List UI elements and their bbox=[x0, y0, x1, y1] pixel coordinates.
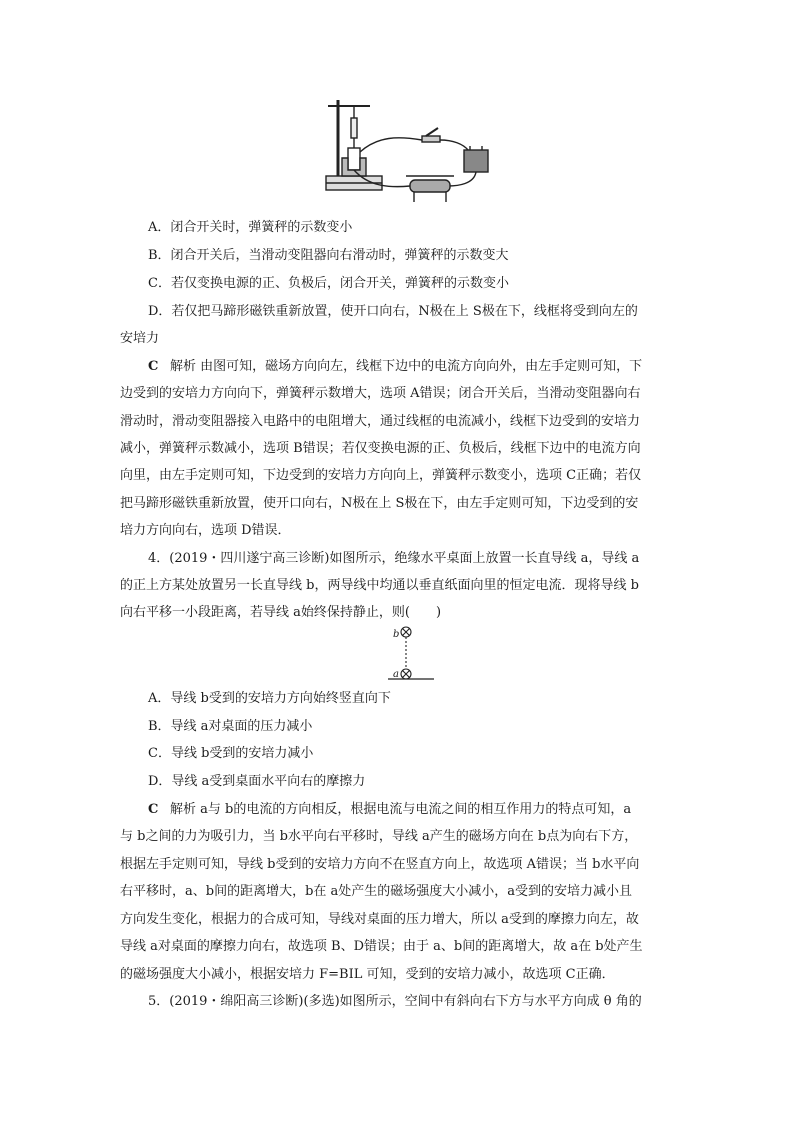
q3-option-d: D．若仅把马蹄形磁铁重新放置，使开口向右，N极在上 S极在下，线框将受到向左的 bbox=[148, 304, 638, 319]
q4-stem-3: 向右平移一小段距离，若导线 a始终保持静止，则( ) bbox=[120, 605, 442, 620]
q4-stem-2: 的正上方某处放置另一长直导线 b，两导线中均通以垂直纸面向里的恒定电流．现将导线 b bbox=[120, 578, 639, 593]
q4-option-b: B．导线 a对桌面的压力减小 bbox=[148, 719, 313, 734]
label-b: b bbox=[393, 629, 400, 640]
q3-analysis-3: 滑动时，滑动变阻器接入电路中的电阻增大，通过线框的电流减小，线框下边受到的安培力 bbox=[120, 414, 641, 429]
q5-stem-1: 5．(2019・绵阳高三诊断)(多选)如图所示，空间中有斜向右下方与水平方向成 θ 角的 bbox=[148, 994, 642, 1009]
q4-analysis-1: 解析 a与 b的电流的方向相反，根据电流与电流之间的相互作用力的特点可知，a bbox=[170, 802, 632, 817]
q4-analysis-3: 根据左手定则可知，导线 b受到的安培力方向不在竖直方向上，故选项 A错误；当 b水平向 bbox=[120, 857, 640, 872]
q4-analysis-2: 与 b之间的力为吸引力，当 b水平向右平移时，导线 a产生的磁场方向在 b点为向右下方， bbox=[120, 829, 638, 844]
q4-analysis-6: 导线 a对桌面的摩擦力向右，故选项 B、D错误；由于 a、b间的距离增大，故 a在 b处产生 bbox=[120, 939, 643, 954]
apparatus-figure bbox=[318, 96, 498, 212]
q4-stem-1: 4．(2019・四川遂宁高三诊断)如图所示，绝缘水平桌面上放置一长直导线 a，导线 a bbox=[148, 551, 640, 566]
q4-analysis-5: 方向发生变化，根据力的合成可知，导线对桌面的压力增大，所以 a受到的摩擦力向左，故 bbox=[120, 912, 639, 927]
q3-option-c: C．若仅变换电源的正、负极后，闭合开关，弹簧秤的示数变小 bbox=[148, 276, 509, 291]
q4-answer: C bbox=[148, 802, 159, 817]
q3-analysis-5: 向里，由左手定则可知，下边受到的安培力方向向上，弹簧秤示数变小，选项 C正确；若仅 bbox=[120, 468, 642, 483]
q3-answer: C bbox=[148, 359, 159, 374]
q4-analysis-4: 右平移时，a、b间的距离增大，b在 a处产生的磁场强度大小减小，a受到的安培力减小且 bbox=[120, 884, 633, 899]
q4-option-a: A．导线 b受到的安培力方向始终竖直向下 bbox=[148, 691, 391, 706]
q3-option-b: B．闭合开关后，当滑动变阻器向右滑动时，弹簧秤的示数变大 bbox=[148, 248, 509, 263]
q4-option-d: D．导线 a受到桌面水平向右的摩擦力 bbox=[148, 774, 366, 789]
q3-analysis-2: 边受到的安培力方向向下，弹簧秤示数增大，选项 A错误；闭合开关后，当滑动变阻器向右 bbox=[120, 386, 641, 401]
q3-option-a: A．闭合开关时，弹簧秤的示数变小 bbox=[148, 220, 353, 235]
q3-analysis-4: 减小，弹簧秤示数减小，选项 B错误；若仅变换电源的正、负极后，线框下边中的电流方向 bbox=[120, 441, 641, 456]
wires-figure bbox=[378, 622, 438, 684]
q4-analysis-7: 的磁场强度大小减小，根据安培力 F=BIL 可知，受到的安培力减小，故选项 C正确． bbox=[120, 967, 615, 982]
label-a: a bbox=[393, 669, 399, 680]
q3-analysis-1: 解析 由图可知，磁场方向向左，线框下边中的电流方向向外，由左手定则可知，下 bbox=[170, 359, 643, 374]
q3-analysis-7: 培力方向向右，选项 D错误． bbox=[120, 523, 291, 538]
q4-option-c: C．导线 b受到的安培力减小 bbox=[148, 746, 314, 761]
q3-analysis-6: 把马蹄形磁铁重新放置，使开口向右，N极在上 S极在下，由左手定则可知，下边受到的安 bbox=[120, 496, 639, 511]
q3-option-d-cont: 安培力 bbox=[120, 331, 160, 346]
